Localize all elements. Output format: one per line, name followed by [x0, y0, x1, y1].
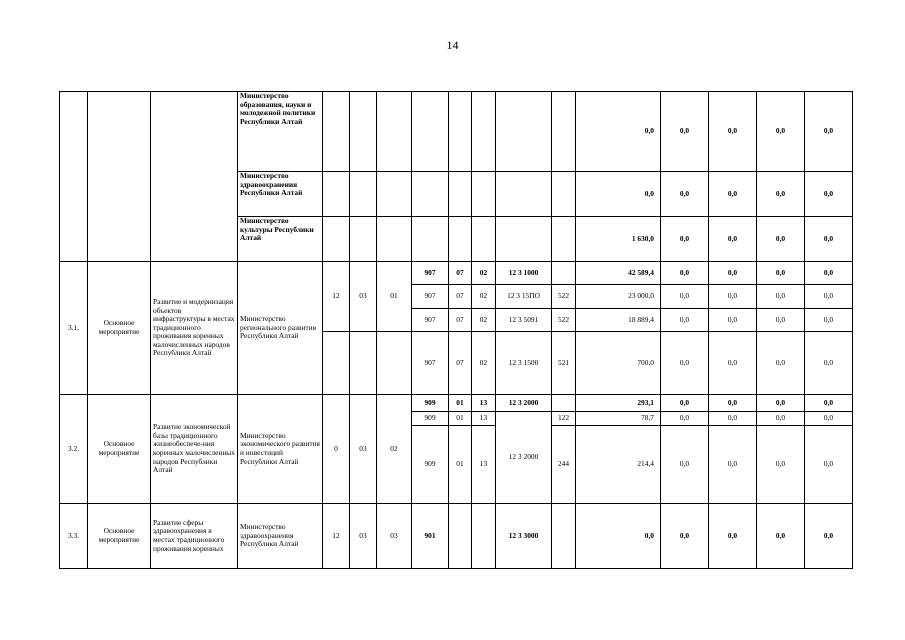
rz-cell: 07: [449, 332, 472, 395]
value-cell: 0,0: [576, 92, 661, 172]
value-cell: 293,1: [576, 395, 661, 412]
measure-number: 3.1.: [60, 262, 88, 395]
vr-cell: 521: [552, 332, 576, 395]
pr-cell: 13: [472, 412, 496, 426]
vr-cell: 522: [552, 309, 576, 332]
value-cell: 0,0: [805, 412, 853, 426]
value-cell: 0,0: [661, 412, 709, 426]
measure-name: Развитие экономической базы традиционного жизнеобеспече-ния коренных малочисленных народов Республики Алтай: [151, 395, 238, 504]
measure-type: Основное мероприятие: [88, 262, 151, 395]
value-cell: 42 589,4: [576, 262, 661, 285]
value-cell: 0,0: [661, 309, 709, 332]
value-cell: 0,0: [805, 217, 853, 262]
pr-cell: 13: [472, 395, 496, 412]
csr-cell: 12 3 1000: [496, 262, 552, 285]
vr-cell: 244: [552, 426, 576, 504]
value-cell: 0,0: [757, 412, 805, 426]
table-cell: [88, 92, 151, 262]
rz-cell: 01: [449, 426, 472, 504]
vr-cell: [552, 504, 576, 569]
csr-cell: 12 3 1500: [496, 332, 552, 395]
value-cell: 0,0: [805, 426, 853, 504]
indicator-cell: 0: [323, 395, 350, 504]
pr-cell: 02: [472, 262, 496, 285]
value-cell: 0,0: [757, 217, 805, 262]
value-cell: 0,0: [709, 262, 757, 285]
value-cell: 0,0: [757, 262, 805, 285]
value-cell: 0,0: [709, 412, 757, 426]
value-cell: 0,0: [757, 332, 805, 395]
measure-name: Развитие сферы здравоохранения в местах традиционного проживания коренных: [151, 504, 238, 569]
value-cell: 0,0: [661, 172, 709, 217]
value-cell: 0,0: [709, 395, 757, 412]
indicator-cell: 01: [377, 262, 412, 332]
value-cell: 18 889,4: [576, 309, 661, 332]
indicator-cell: 03: [350, 262, 377, 332]
value-cell: 0,0: [757, 504, 805, 569]
measure-type: Основное мероприятие: [88, 504, 151, 569]
vr-cell: [552, 262, 576, 285]
value-cell: 0,0: [757, 172, 805, 217]
value-cell: 1 630,0: [576, 217, 661, 262]
value-cell: 214,4: [576, 426, 661, 504]
value-cell: 0,0: [709, 172, 757, 217]
csr-cell: 12 3 3000: [496, 504, 552, 569]
indicator-cell: 03: [350, 504, 377, 569]
indicator-cell: 12: [323, 262, 350, 332]
value-cell: 0,0: [757, 285, 805, 309]
table-row: [60, 395, 853, 412]
indicator-cell: 03: [377, 504, 412, 569]
value-cell: 0,0: [661, 262, 709, 285]
value-cell: 0,0: [757, 309, 805, 332]
value-cell: 0,0: [709, 504, 757, 569]
value-cell: 0,0: [576, 504, 661, 569]
rz-cell: 01: [449, 395, 472, 412]
rz-cell: 07: [449, 309, 472, 332]
value-cell: 0,0: [757, 426, 805, 504]
grbs-cell: 909: [412, 395, 449, 412]
measure-type: Основное мероприятие: [88, 395, 151, 504]
value-cell: 0,0: [576, 172, 661, 217]
value-cell: 0,0: [709, 426, 757, 504]
grbs-cell: 909: [412, 412, 449, 426]
csr-cell: 12 3 5091: [496, 309, 552, 332]
value-cell: 0,0: [709, 285, 757, 309]
csr-cell: 12 3 2000: [496, 412, 552, 504]
rz-cell: [449, 504, 472, 569]
value-cell: 0,0: [757, 395, 805, 412]
pr-cell: 02: [472, 285, 496, 309]
grbs-cell: 909: [412, 426, 449, 504]
measure-executor: Министерство здравоохранения Республики Алтай: [238, 504, 323, 569]
executor-cell: Министерство здравоохранения Республики Алтай: [238, 172, 323, 217]
table-row: [60, 262, 853, 285]
grbs-cell: 907: [412, 262, 449, 285]
value-cell: 700,0: [576, 332, 661, 395]
pr-cell: [472, 504, 496, 569]
value-cell: 0,0: [661, 217, 709, 262]
csr-cell: 12 3 15ПО: [496, 285, 552, 309]
measure-name: Развитие и модернизация объектов инфраструктуры в местах традиционного проживания коренных малочисленных народов Республики Алтай: [151, 262, 238, 395]
table-row: [60, 504, 853, 569]
value-cell: 0,0: [661, 426, 709, 504]
value-cell: 0,0: [709, 217, 757, 262]
pr-cell: 02: [472, 332, 496, 395]
executor-cell: Министерство образования, науки и молодежной политики Республики Алтай: [238, 92, 323, 172]
value-cell: 0,0: [661, 332, 709, 395]
table-cell: [60, 92, 88, 262]
value-cell: 0,0: [805, 262, 853, 285]
indicator-cell: 02: [377, 395, 412, 504]
value-cell: 0,0: [661, 285, 709, 309]
measure-executor: Министерство экономического развития и инвестиций Республики Алтай: [238, 395, 323, 504]
measure-number: 3.2.: [60, 395, 88, 504]
value-cell: 0,0: [709, 92, 757, 172]
table-cell: [151, 92, 238, 262]
csr-cell: 12 3 2000: [496, 395, 552, 412]
rz-cell: 07: [449, 285, 472, 309]
grbs-cell: 901: [412, 504, 449, 569]
value-cell: 0,0: [709, 309, 757, 332]
value-cell: 0,0: [661, 395, 709, 412]
value-cell: 0,0: [805, 92, 853, 172]
indicator-cell: 12: [323, 504, 350, 569]
indicator-cell: 03: [350, 395, 377, 504]
pr-cell: 02: [472, 309, 496, 332]
vr-cell: [552, 395, 576, 412]
value-cell: 0,0: [805, 285, 853, 309]
vr-cell: 122: [552, 412, 576, 426]
pr-cell: 13: [472, 426, 496, 504]
value-cell: 0,0: [805, 332, 853, 395]
value-cell: 0,0: [757, 92, 805, 172]
vr-cell: 522: [552, 285, 576, 309]
value-cell: 23 000,0: [576, 285, 661, 309]
measure-number: 3.3.: [60, 504, 88, 569]
page-number: 14: [446, 38, 459, 52]
value-cell: 0,0: [709, 332, 757, 395]
grbs-cell: 907: [412, 332, 449, 395]
value-cell: 0,0: [805, 309, 853, 332]
budget-table: [59, 91, 853, 569]
executor-cell: Министерство культуры Республики Алтай: [238, 217, 323, 262]
table-row: [60, 92, 853, 172]
rz-cell: 07: [449, 262, 472, 285]
value-cell: 0,0: [661, 504, 709, 569]
grbs-cell: 907: [412, 285, 449, 309]
value-cell: 0,0: [805, 504, 853, 569]
value-cell: 78,7: [576, 412, 661, 426]
measure-executor: Министерство регионального развития Республики Алтай: [238, 262, 323, 395]
value-cell: 0,0: [805, 172, 853, 217]
grbs-cell: 907: [412, 309, 449, 332]
value-cell: 0,0: [661, 92, 709, 172]
value-cell: 0,0: [805, 395, 853, 412]
rz-cell: 01: [449, 412, 472, 426]
